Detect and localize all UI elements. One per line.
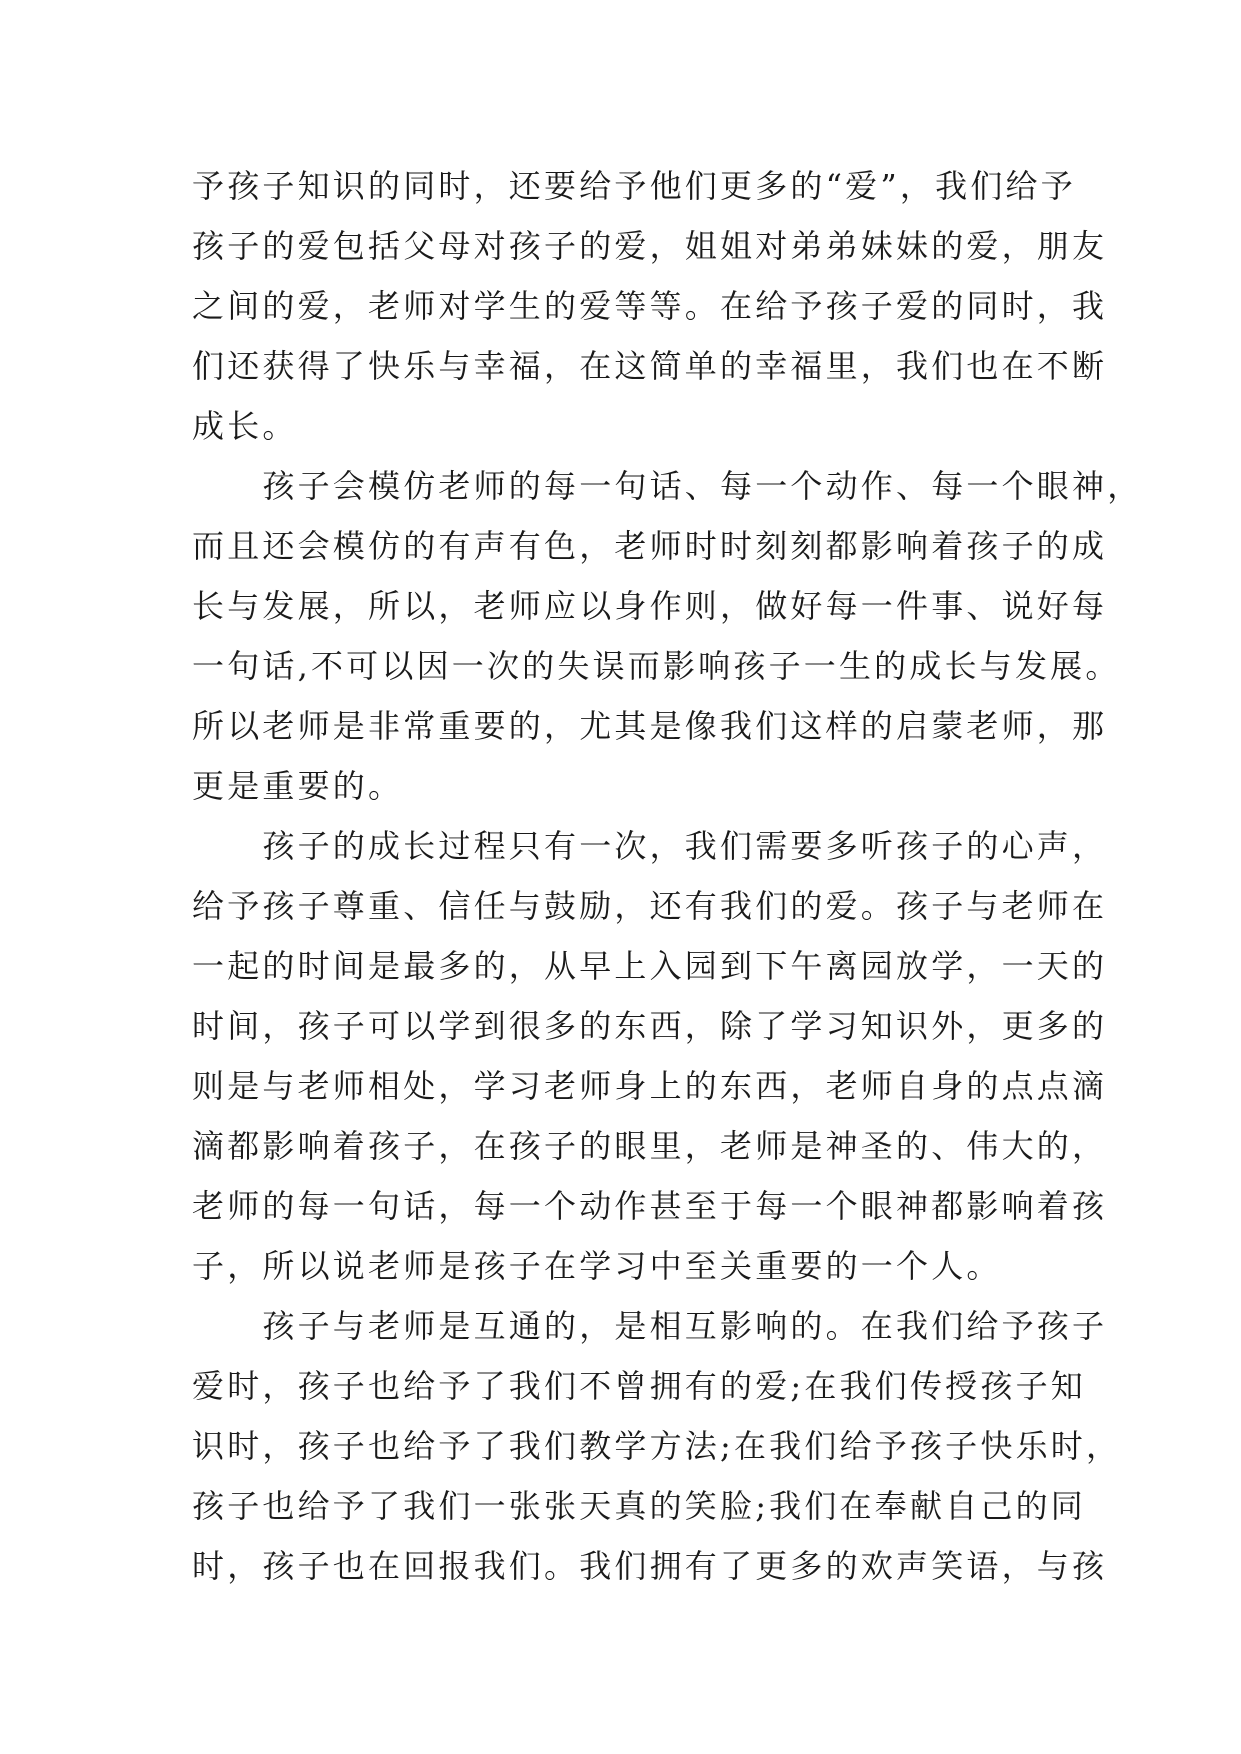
text-line: 之间的爱，老师对学生的爱等等。在给予孩子爱的同时，我 (192, 287, 1108, 325)
text-line: 时，孩子也在回报我们。我们拥有了更多的欢声笑语，与孩 (192, 1547, 1108, 1585)
text-line: 老师的每一句话，每一个动作甚至于每一个眼神都影响着孩 (192, 1187, 1108, 1225)
text-line: 们还获得了快乐与幸福，在这简单的幸福里，我们也在不断 (192, 347, 1108, 385)
text-line: 滴都影响着孩子，在孩子的眼里，老师是神圣的、伟大的， (192, 1127, 1108, 1165)
text-line: 成长。 (192, 407, 298, 445)
text-line: 孩子与老师是互通的，是相互影响的。在我们给予孩子 (192, 1307, 1108, 1345)
text-line: 一句话,不可以因一次的失误而影响孩子一生的成长与发展。 (192, 647, 1121, 685)
text-line: 爱时，孩子也给予了我们不曾拥有的爱;在我们传授孩子知 (192, 1367, 1086, 1405)
text-line: 而且还会模仿的有声有色，老师时时刻刻都影响着孩子的成 (192, 527, 1108, 565)
text-line: 孩子的成长过程只有一次，我们需要多听孩子的心声， (192, 827, 1108, 865)
text-line: 则是与老师相处，学习老师身上的东西，老师自身的点点滴 (192, 1067, 1108, 1105)
text-line: 给予孩子尊重、信任与鼓励，还有我们的爱。孩子与老师在 (192, 887, 1108, 925)
text-line: 长与发展，所以，老师应以身作则，做好每一件事、说好每 (192, 587, 1108, 625)
text-line: 更是重要的。 (192, 767, 404, 805)
body-text (192, 156, 1143, 1596)
text-line: 孩子会模仿老师的每一句话、每一个动作、每一个眼神， (192, 467, 1143, 505)
text-line: 孩子的爱包括父母对孩子的爱，姐姐对弟弟妹妹的爱，朋友 (192, 227, 1108, 265)
text-line: 所以老师是非常重要的，尤其是像我们这样的启蒙老师，那 (192, 707, 1108, 745)
text-line: 子，所以说老师是孩子在学习中至关重要的一个人。 (192, 1247, 1002, 1285)
text-line: 时间，孩子可以学到很多的东西，除了学习知识外，更多的 (192, 1007, 1108, 1045)
text-line: 孩子也给予了我们一张张天真的笑脸;我们在奉献自己的同 (192, 1487, 1086, 1525)
text-line: 一起的时间是最多的，从早上入园到下午离园放学，一天的 (192, 947, 1108, 985)
text-line: 识时，孩子也给予了我们教学方法;在我们给予孩子快乐时， (192, 1427, 1122, 1465)
text-line: 予孩子知识的同时，还要给予他们更多的“爱”，我们给予 (192, 167, 1076, 205)
